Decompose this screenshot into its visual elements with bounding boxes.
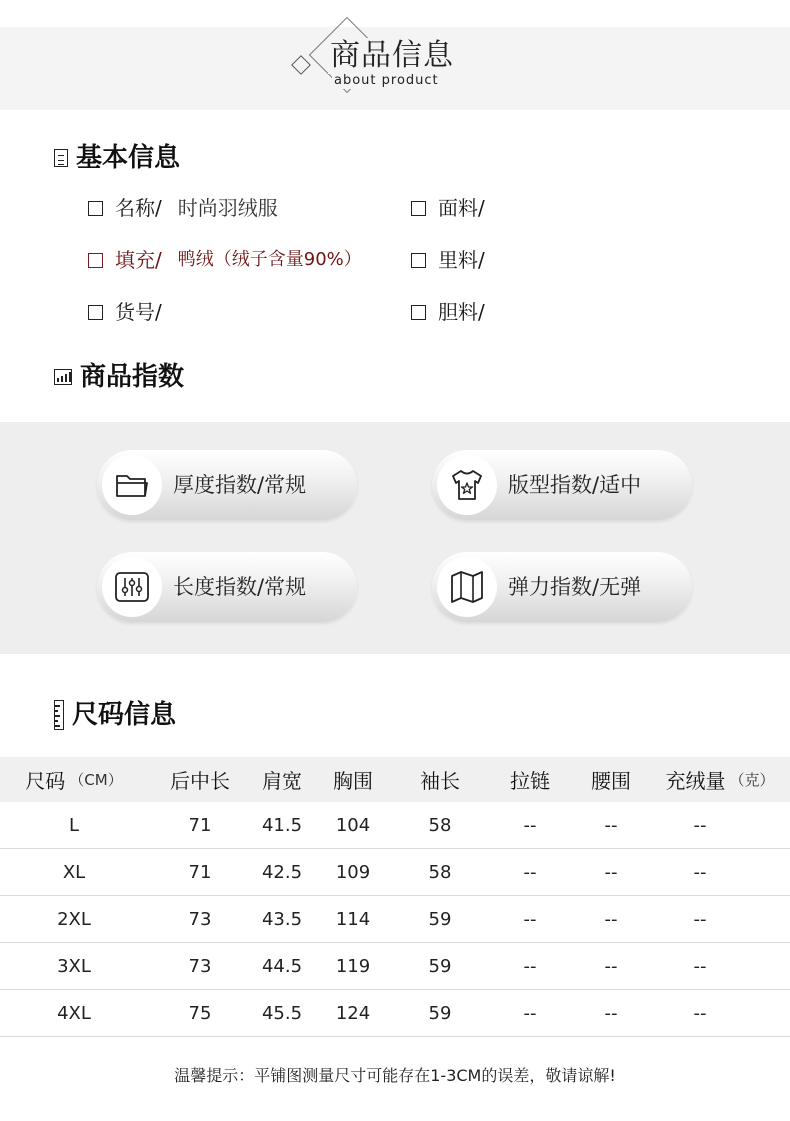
tshirt-icon [437, 455, 497, 515]
table-cell: 71 [188, 814, 212, 836]
table-cell: 124 [335, 1002, 371, 1024]
table-cell: 45.5 [261, 1002, 303, 1024]
index-pill-length [97, 552, 357, 622]
page-subtitle: about product [334, 73, 439, 88]
header-cell: 胸围 [333, 769, 373, 793]
table-cell: -- [604, 955, 618, 977]
table-row [0, 849, 790, 896]
checkbox-icon [411, 253, 426, 268]
table-cell: 59 [428, 908, 452, 930]
table-cell: 44.5 [261, 955, 303, 977]
table-cell: -- [693, 1002, 707, 1024]
info-label: 胆料/ [438, 300, 485, 324]
info-label: 货号/ [115, 300, 162, 324]
checkbox-icon [411, 305, 426, 320]
size-heading [54, 700, 176, 730]
table-cell: 114 [335, 908, 371, 930]
table-cell: 58 [428, 861, 452, 883]
table-cell: -- [693, 861, 707, 883]
table-row [0, 990, 790, 1037]
table-cell: -- [523, 908, 537, 930]
table-cell: 109 [335, 861, 371, 883]
table-cell: 58 [428, 814, 452, 836]
index-pill-text: 长度指数/常规 [173, 575, 307, 599]
header-cell: 充绒量 （克） [665, 769, 775, 793]
info-item-fabric [411, 196, 485, 220]
table-cell: -- [693, 814, 707, 836]
info-label: 里料/ [438, 248, 485, 272]
info-item-name [88, 196, 278, 220]
table-cell: 59 [428, 955, 452, 977]
index-pill-thickness [97, 450, 357, 520]
measurement-tip: 温馨提示：平铺图测量尺寸可能存在1-3CM的误差，敬请谅解! [174, 1066, 616, 1085]
table-cell: 42.5 [261, 861, 303, 883]
info-label: 名称/ [115, 196, 162, 220]
table-cell: 3XL [57, 955, 91, 977]
table-cell: 119 [335, 955, 371, 977]
table-cell: 41.5 [261, 814, 303, 836]
table-row [0, 896, 790, 943]
table-cell: -- [604, 861, 618, 883]
checkbox-icon [88, 201, 103, 216]
size-table-header [0, 757, 790, 802]
info-value: 时尚羽绒服 [177, 196, 278, 220]
table-cell: XL [62, 861, 86, 883]
index-pill-text: 厚度指数/常规 [173, 473, 307, 497]
table-cell: 104 [335, 814, 371, 836]
table-cell: 71 [188, 861, 212, 883]
table-cell: 59 [428, 1002, 452, 1024]
folder-icon [102, 455, 162, 515]
index-pill-elasticity [432, 552, 692, 622]
table-cell: 73 [188, 908, 212, 930]
bar-chart-icon [54, 369, 72, 385]
header-cell: 拉链 [510, 769, 550, 793]
document-icon [54, 149, 68, 167]
table-cell: -- [693, 908, 707, 930]
size-table [0, 757, 790, 1037]
index-pill-text: 弹力指数/无弹 [508, 575, 642, 599]
basic-info-heading [54, 143, 180, 173]
info-item-bladder [411, 300, 485, 324]
table-cell: -- [523, 814, 537, 836]
table-cell: -- [523, 955, 537, 977]
table-cell: 4XL [57, 1002, 91, 1024]
size-title: 尺码信息 [72, 700, 177, 730]
table-cell: 43.5 [261, 908, 303, 930]
table-cell: -- [604, 814, 618, 836]
ruler-icon [54, 700, 64, 730]
header-cell: 肩宽 [262, 769, 302, 793]
table-row [0, 802, 790, 849]
table-cell: -- [523, 1002, 537, 1024]
header-cell: 袖长 [420, 769, 460, 793]
info-item-filling [88, 248, 362, 272]
info-value: 鸭绒（绒子含量90%） [177, 249, 362, 270]
table-cell: L [68, 814, 80, 836]
page-title: 商品信息 [330, 38, 454, 73]
header-cell: 尺码 （CM） [25, 769, 123, 793]
index-pill-fit [432, 450, 692, 520]
info-item-sku [88, 300, 162, 324]
table-cell: -- [604, 908, 618, 930]
table-cell: -- [604, 1002, 618, 1024]
checkbox-icon [411, 201, 426, 216]
map-icon [437, 557, 497, 617]
checkbox-icon [88, 305, 103, 320]
index-title: 商品指数 [80, 362, 185, 392]
header-cell: 腰围 [591, 769, 631, 793]
table-row [0, 943, 790, 990]
info-label: 面料/ [438, 196, 485, 220]
header-cell: 后中长 [170, 769, 230, 793]
basic-info-title: 基本信息 [76, 143, 181, 173]
info-label: 填充/ [115, 248, 162, 272]
table-cell: -- [693, 955, 707, 977]
index-pill-text: 版型指数/适中 [508, 473, 642, 497]
sliders-icon [102, 557, 162, 617]
table-cell: 2XL [57, 908, 91, 930]
table-cell: -- [523, 861, 537, 883]
table-cell: 75 [188, 1002, 212, 1024]
index-heading [54, 362, 184, 392]
info-item-lining [411, 248, 485, 272]
table-cell: 73 [188, 955, 212, 977]
checkbox-icon [88, 253, 103, 268]
